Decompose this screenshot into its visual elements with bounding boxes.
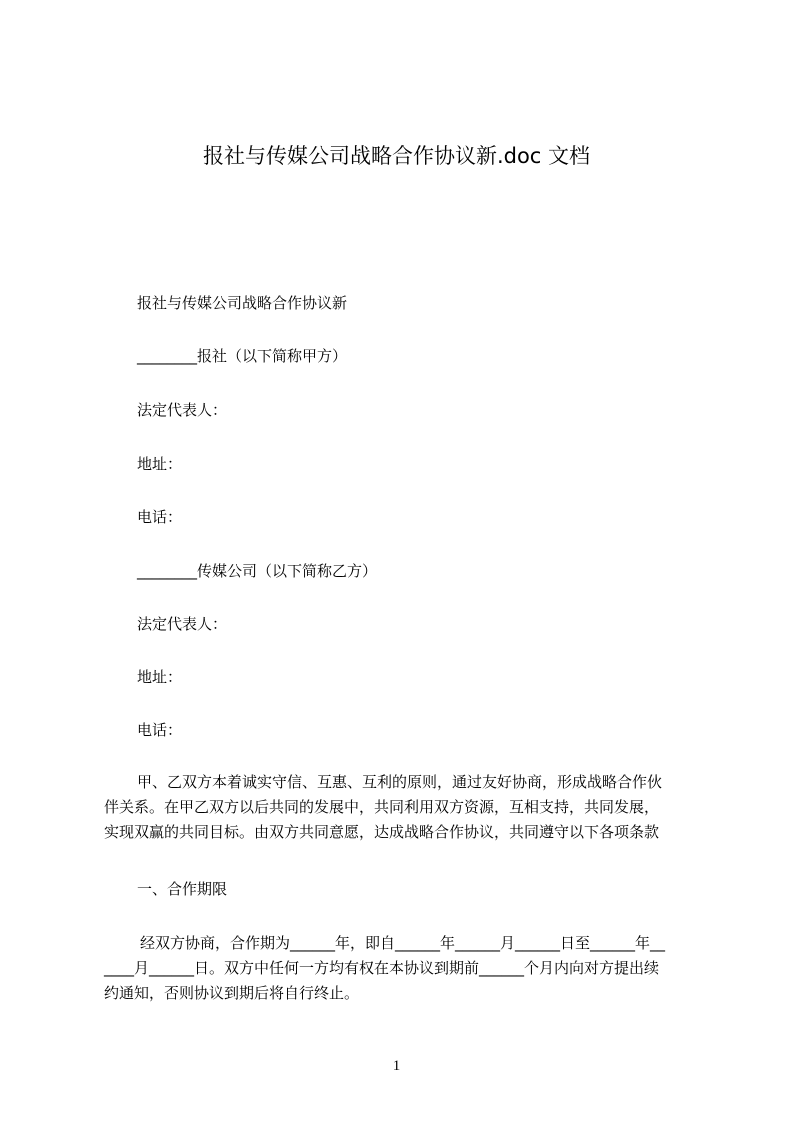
intro-line: 实现双赢的共同目标。由双方共同意愿，达成战略合作协议，共同遵守以下各项条款 [104, 823, 660, 841]
party-b-address: 地址： [137, 668, 183, 686]
section-1-line: ____月______日。双方中任何一方均有权在本协议到期前______个月内向对方提出续 [104, 959, 660, 977]
party-a-address: 地址： [137, 455, 183, 473]
document-title: 报社与传媒公司战略合作协议新.doc 文档 [202, 144, 591, 168]
party-b-phone: 电话： [137, 721, 183, 739]
page-number: 1 [392, 1058, 401, 1074]
section-1-line: 经双方协商，合作期为______年，即自______年______月______日至______年__ [140, 934, 666, 952]
party-b-name-line: ________传媒公司（以下简称乙方） [137, 562, 378, 580]
intro-line: 伴关系。在甲乙双方以后共同的发展中，共同利用双方资源，互相支持，共同发展， [104, 798, 660, 816]
intro-line: 甲、乙双方本着诚实守信、互惠、互利的原则，通过友好协商，形成战略合作伙 [137, 773, 663, 791]
intro-paragraph [104, 772, 662, 847]
party-a-name-line: ________报社（以下简称甲方） [137, 347, 348, 365]
agreement-subtitle: 报社与传媒公司战略合作协议新 [137, 294, 348, 312]
section-1-line: 约通知，否则协议到期后将自行终止。 [104, 984, 360, 1002]
section-1-body [104, 933, 665, 1008]
section-1-heading: 一、合作期限 [137, 880, 228, 898]
party-a-legal-rep: 法定代表人： [137, 401, 228, 419]
party-b-legal-rep: 法定代表人： [137, 615, 228, 633]
party-a-phone: 电话： [137, 508, 183, 526]
